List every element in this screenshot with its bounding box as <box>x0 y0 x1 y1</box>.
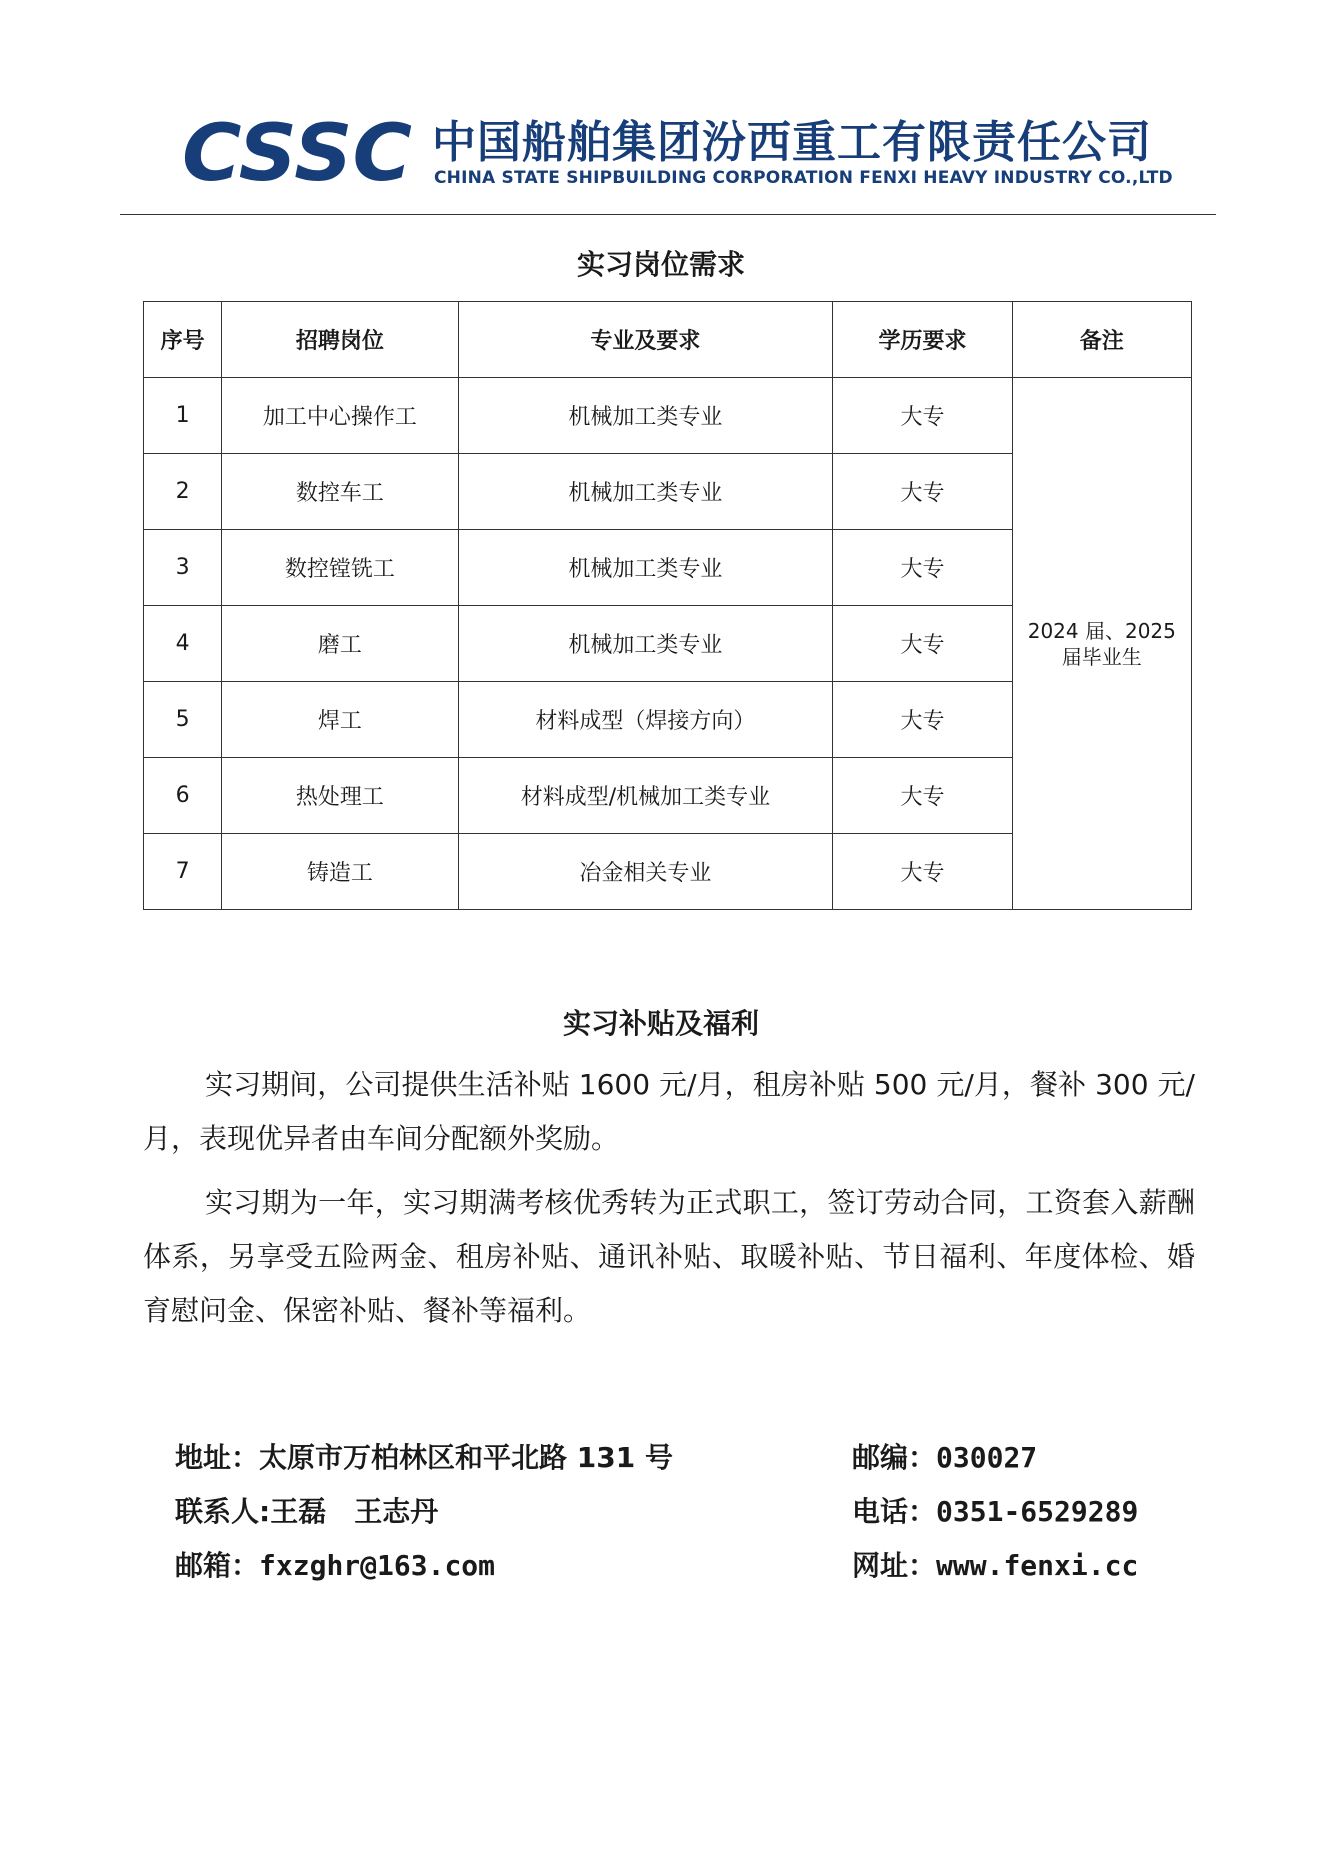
cell-no: 6 <box>144 758 222 834</box>
cell-education: 大专 <box>833 378 1012 454</box>
note-line-2: 届毕业生 <box>1061 644 1142 669</box>
cell-education: 大专 <box>833 606 1012 682</box>
cell-no: 3 <box>144 530 222 606</box>
cell-no: 2 <box>144 454 222 530</box>
cell-no: 1 <box>144 378 222 454</box>
table-header-row <box>144 302 1192 378</box>
note-line-1: 2024 届、2025 <box>1027 618 1176 643</box>
company-name-cn: 中国船舶集团汾西重工有限责任公司 <box>432 117 1152 168</box>
person-label: 联系人: <box>175 1495 271 1528</box>
web-label: 网址： <box>852 1549 937 1582</box>
cell-major: 材料成型（焊接方向） <box>458 682 833 758</box>
contact-person <box>175 1490 438 1530</box>
contact-phone <box>852 1490 1138 1530</box>
contact-email <box>175 1544 495 1584</box>
cell-no: 4 <box>144 606 222 682</box>
cell-education: 大专 <box>833 454 1012 530</box>
cell-position: 热处理工 <box>222 758 458 834</box>
table-title: 实习岗位需求 <box>576 248 745 281</box>
cell-position: 焊工 <box>222 682 458 758</box>
benefits-paragraph-2: 实习期为一年，实习期满考核优秀转为正式职工，签订劳动合同，工资套入薪酬体系，另享受五险两金、租房补贴、通讯补贴、取暖补贴、节日福利、年度体检、婚育慰问金、保密补贴、餐补等福利。 <box>143 1186 1195 1327</box>
contact-address <box>175 1436 673 1476</box>
cell-education: 大专 <box>833 530 1012 606</box>
header-note: 备注 <box>1012 302 1191 378</box>
contact-postcode <box>852 1436 1037 1476</box>
header-major: 专业及要求 <box>458 302 833 378</box>
postcode-value: 030027 <box>936 1441 1038 1474</box>
cell-education: 大专 <box>833 758 1012 834</box>
cell-major: 机械加工类专业 <box>458 606 833 682</box>
phone-value: 0351-6529289 <box>936 1495 1139 1528</box>
phone-label: 电话： <box>852 1495 937 1528</box>
cell-major: 机械加工类专业 <box>458 454 833 530</box>
person-value: 王磊 王志丹 <box>270 1495 439 1528</box>
benefits-paragraph-1: 实习期间，公司提供生活补贴 1600 元/月，租房补贴 500 元/月，餐补 300 元/月，表现优异者由车间分配额外奖励。 <box>143 1068 1195 1155</box>
web-value[interactable]: www.fenxi.cc <box>936 1549 1139 1582</box>
header-divider <box>120 214 1216 215</box>
cell-education: 大专 <box>833 834 1012 910</box>
postcode-label: 邮编： <box>852 1441 937 1474</box>
address-value: 太原市万柏林区和平北路 131 号 <box>259 1441 673 1474</box>
header-no: 序号 <box>144 302 222 378</box>
cell-no: 5 <box>144 682 222 758</box>
cell-major: 机械加工类专业 <box>458 530 833 606</box>
cell-education: 大专 <box>833 682 1012 758</box>
company-name-en: CHINA STATE SHIPBUILDING CORPORATION FENXI HEAVY INDUSTRY CO.,LTD <box>434 168 1173 188</box>
cell-no: 7 <box>144 834 222 910</box>
benefits-title: 实习补贴及福利 <box>562 1007 759 1040</box>
header-position: 招聘岗位 <box>222 302 458 378</box>
contact-website <box>852 1544 1138 1584</box>
table-row <box>144 378 1192 454</box>
email-label: 邮箱： <box>175 1549 260 1582</box>
cssc-logo-text: CSSC <box>182 118 412 188</box>
cell-major: 材料成型/机械加工类专业 <box>458 758 833 834</box>
cell-position: 数控车工 <box>222 454 458 530</box>
cell-position: 磨工 <box>222 606 458 682</box>
cell-major: 冶金相关专业 <box>458 834 833 910</box>
cell-position: 加工中心操作工 <box>222 378 458 454</box>
cssc-logo <box>180 118 415 188</box>
positions-table <box>143 301 1192 910</box>
cell-position: 铸造工 <box>222 834 458 910</box>
cell-position: 数控镗铣工 <box>222 530 458 606</box>
letterhead <box>180 117 1173 190</box>
cell-major: 机械加工类专业 <box>458 378 833 454</box>
address-label: 地址： <box>175 1441 260 1474</box>
cell-note <box>1012 378 1191 910</box>
email-value[interactable]: fxzghr@163.com <box>259 1549 496 1582</box>
header-education: 学历要求 <box>833 302 1012 378</box>
